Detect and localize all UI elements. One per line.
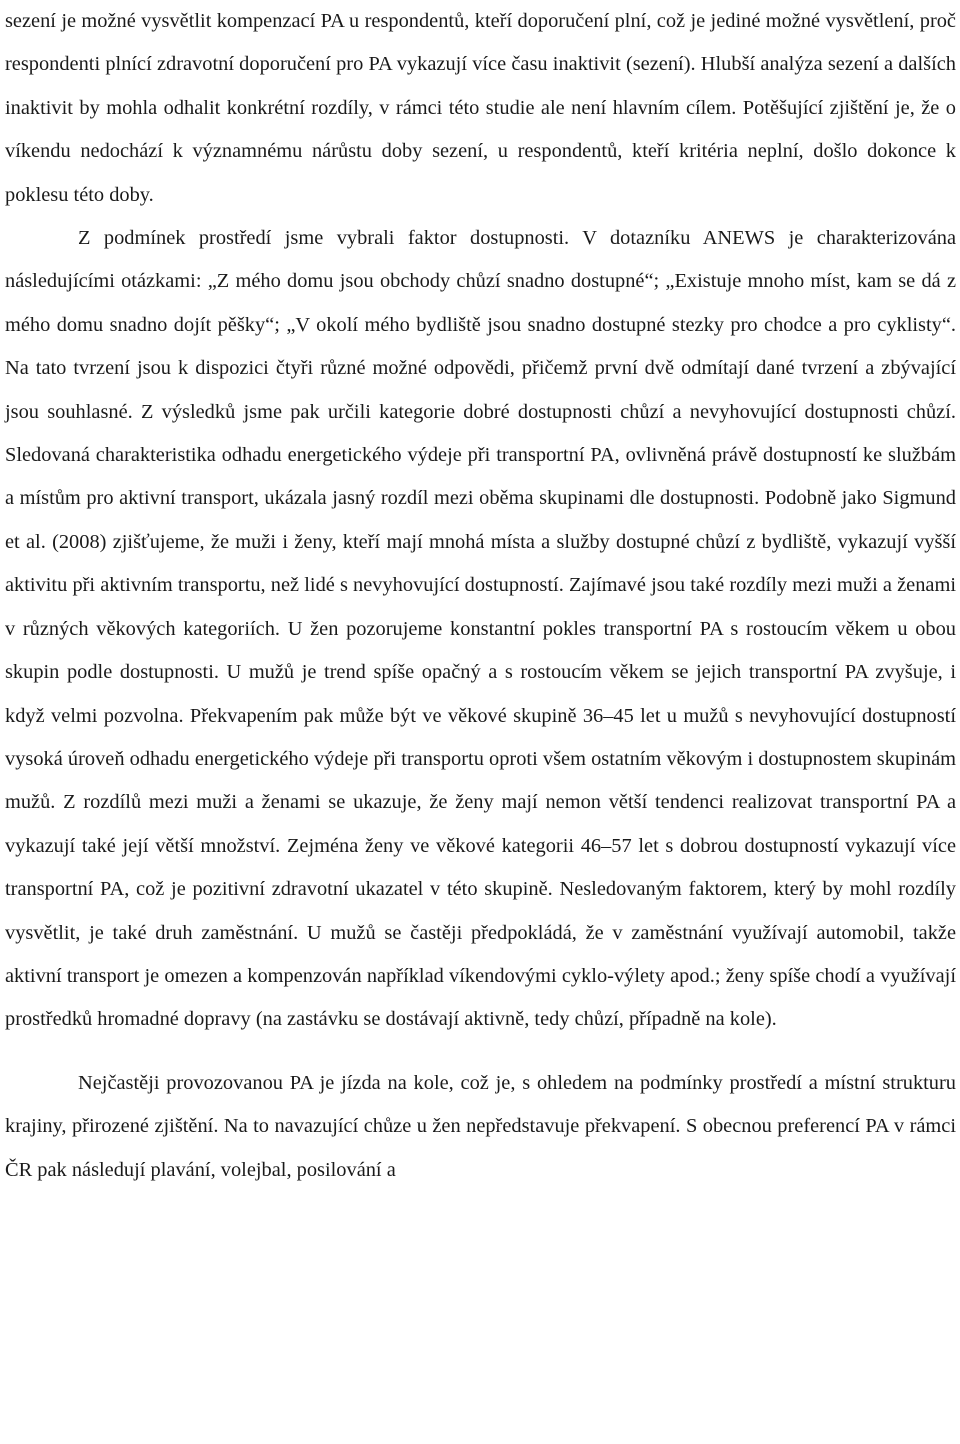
paragraph-cycling-preference: Nejčastěji provozovanou PA je jízda na kole, což je, s ohledem na podmínky prostředí a místní strukturu krajiny, přirozené zjištění. Na to navazující chůze u žen nepředstavuje překvapení. S obecnou preferencí PA v rámci ČR pak následují plavání, volejbal, posilování a: [5, 1071, 956, 1181]
paragraph-environment-accessibility: Z podmínek prostředí jsme vybrali faktor dostupnosti. V dotazníku ANEWS je charakterizována následujícími otázkami: „Z mého domu jsou obchody chůzí snadno dostupné“; „Existuje mnoho míst, kam se dá z mého domu snadno dojít pěšky“; „V okolí mého bydliště jsou snadno dostupné stezky pro chodce a pro cyklisty“. Na tato tvrzení jsou k dispozici čtyři různé možné odpovědi, přičemž první dvě odmítají dané tvrzení a zbývající jsou souhlasné. Z výsledků jsme pak určili kategorie dobré dostupnosti chůzí a nevyhovující dostupnosti chůzí. Sledovaná charakteristika odhadu energetického výdeje při transportní PA, ovlivněná právě dostupností ke službám a místům pro aktivní transport, ukázala jasný rozdíl mezi oběma skupinami dle dostupnosti. Podobně jako Sigmund et al. (2008) zjišťujeme, že muži i ženy, kteří mají mnohá místa a služby dostupné chůzí z bydliště, vykazují vyšší aktivitu při aktivním transportu, než lidé s nevyhovující dostupností. Zajímavé jsou také rozdíly mezi muži a ženami v různých věkových kategoriích. U žen pozorujeme konstantní pokles transportní PA s rostoucím věkem u obou skupin podle dostupnosti. U mužů je trend spíše opačný a s rostoucím věkem se jejich transportní PA zvyšuje, i když velmi pozvolna. Překvapením pak může být ve věkové skupině 36–45 let u mužů s nevyhovující dostupností vysoká úroveň odhadu energetického výdeje při transportu oproti všem ostatním věkovým i dostupnostem skupinám mužů. Z rozdílů mezi muži a ženami se ukazuje, že ženy mají nemon větší tendenci realizovat transportní PA a vykazují také její větší množství. Zejména ženy ve věkové kategorii 46–57 let s dobrou dostupností vykazují více transportní PA, což je pozitivní zdravotní ukazatel v této skupině. Nesledovaným faktorem, který by mohl rozdíly vysvětlit, je také druh zaměstnání. U mužů se častěji předpokládá, že v zaměstnání využívají automobil, takže aktivní transport je omezen a kompenzován například víkendovými cyklo-výlety apod.; ženy spíše chodí a využívají prostředků hromadné dopravy (na zastávku se dostávají aktivně, tedy chůzí, případně na kole).: [5, 227, 956, 1031]
paragraph-sitting-compensation: sezení je možné vysvětlit kompenzací PA u respondentů, kteří doporučení plní, což je jediné možné vysvětlení, proč respondenti plnící zdravotní doporučení pro PA vykazují více času inaktivit (sezení). Hlubší analýza sezení a dalších inaktivit by mohla odhalit konkrétní rozdíly, v rámci této studie ale není hlavním cílem. Potěšující zjištění je, že o víkendu nedochází k významnému nárůstu doby sezení, u respondentů, kteří kritéria neplní, došlo dokonce k poklesu této doby.: [5, 10, 956, 206]
document-page: [5, 0, 956, 1192]
